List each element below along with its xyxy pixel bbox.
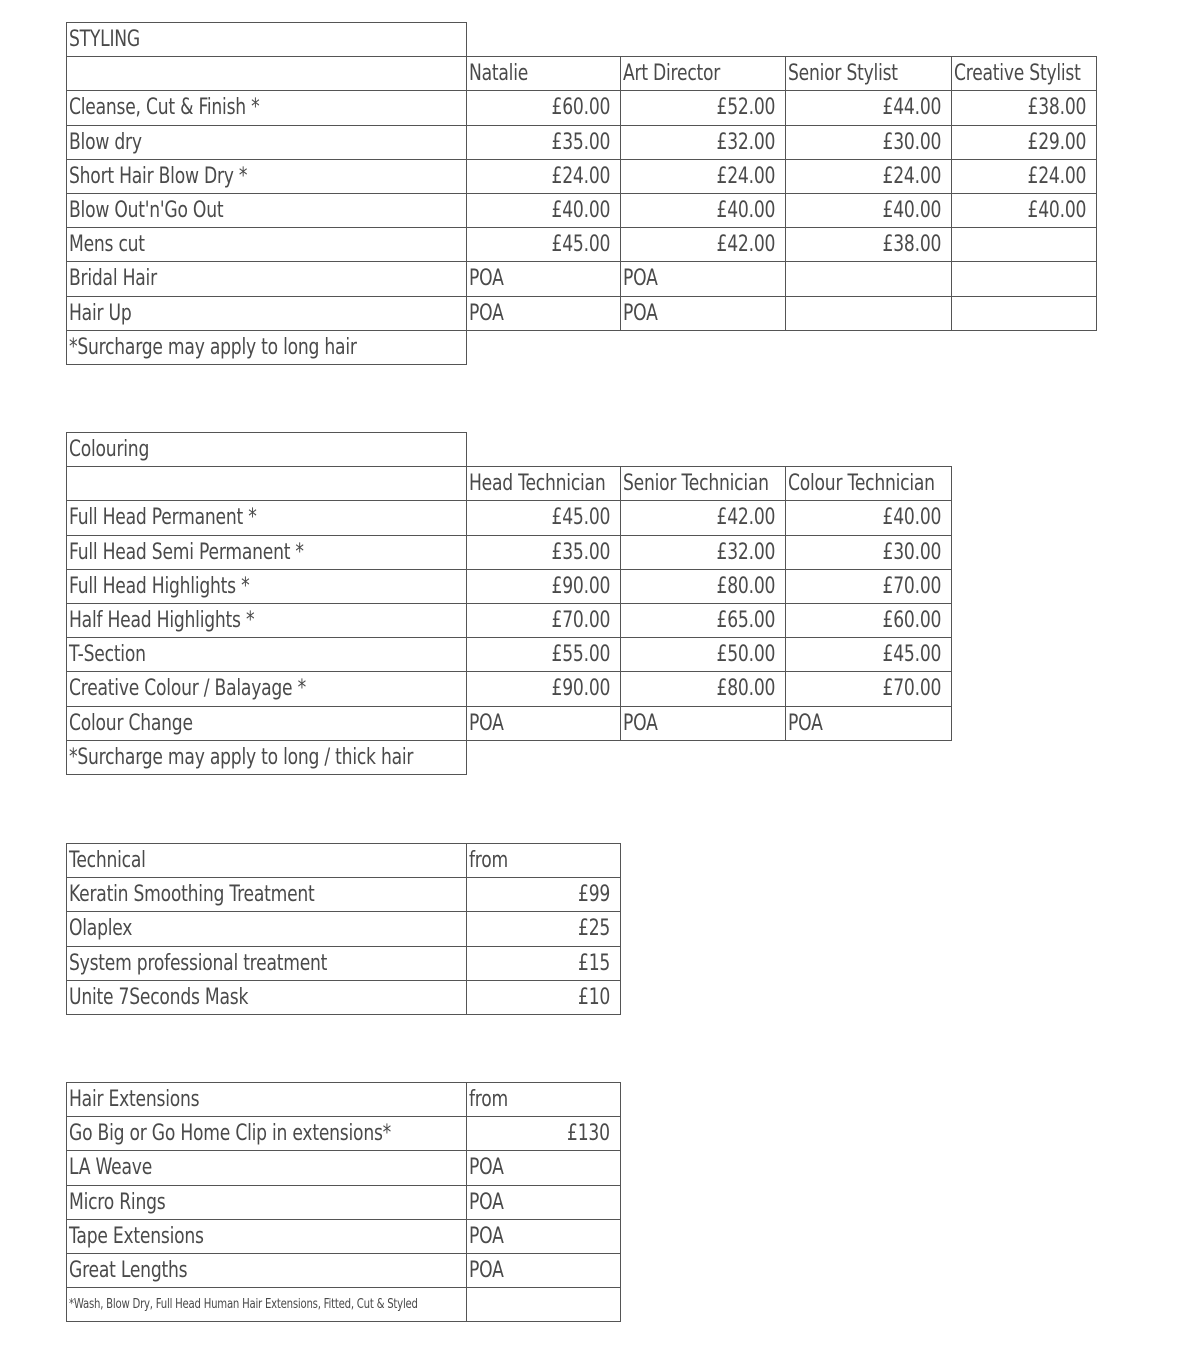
technical-title-text: Technical	[69, 848, 146, 873]
technical-price	[466, 946, 621, 981]
styling-price	[785, 296, 952, 331]
technical-row-label	[66, 877, 467, 912]
styling-header-0	[466, 56, 621, 91]
styling-title-text: STYLING	[69, 27, 140, 52]
extensions-header-text: from	[469, 1087, 508, 1112]
extensions-price-text: POA	[469, 1189, 504, 1215]
styling-row-label-text: Hair Up	[69, 300, 132, 326]
styling-price	[466, 159, 621, 194]
styling-price	[466, 261, 621, 296]
styling-price-text: £38.00	[882, 232, 941, 258]
styling-row-label-text: Bridal Hair	[69, 266, 157, 292]
colouring-price-text: £90.00	[551, 573, 610, 599]
extensions-header	[466, 1082, 621, 1117]
styling-header-2-text: Senior Stylist	[788, 61, 898, 87]
styling-price-text: £40.00	[882, 198, 941, 223]
extensions-price	[466, 1150, 621, 1185]
colouring-price	[785, 706, 952, 741]
styling-title	[66, 22, 467, 57]
colouring-row-label	[66, 535, 467, 570]
colouring-price	[466, 637, 621, 672]
technical-row-label	[66, 946, 467, 981]
colouring-price	[620, 637, 786, 672]
extensions-price-text: POA	[469, 1258, 504, 1283]
colouring-price	[466, 500, 621, 535]
styling-price	[620, 261, 786, 296]
colouring-price	[785, 569, 952, 604]
colouring-price-text: £45.00	[551, 505, 610, 531]
colouring-price-text: £70.00	[882, 573, 941, 599]
colouring-header-0-text: Head Technician	[469, 471, 606, 497]
styling-price	[620, 227, 786, 262]
styling-price-text: £40.00	[551, 198, 610, 223]
colouring-price	[620, 569, 786, 604]
styling-row-label	[66, 296, 467, 331]
styling-price	[466, 296, 621, 331]
styling-price	[951, 261, 1097, 296]
styling-footnote	[66, 330, 467, 365]
styling-row-label-text: Blow dry	[69, 129, 142, 155]
colouring-footnote	[66, 740, 467, 775]
colouring-row-label-text: Creative Colour / Balayage *	[69, 676, 306, 702]
colouring-row-label-text: Half Head Highlights *	[69, 608, 255, 633]
styling-footnote-text: *Surcharge may apply to long hair	[69, 334, 357, 360]
colouring-price	[785, 637, 952, 672]
styling-price	[951, 227, 1097, 262]
styling-price-text: £24.00	[551, 163, 610, 189]
colouring-price	[620, 671, 786, 706]
styling-row-label-text: Blow Out'n'Go Out	[69, 198, 224, 223]
extensions-title-text: Hair Extensions	[69, 1087, 200, 1112]
styling-price-text: POA	[623, 266, 658, 292]
styling-header-empty	[66, 56, 467, 91]
colouring-row-label-text: Colour Change	[69, 710, 193, 736]
colouring-header-1	[620, 466, 786, 501]
colouring-price-text: £80.00	[716, 676, 775, 702]
styling-price-text: POA	[623, 300, 658, 326]
styling-header-0-text: Natalie	[469, 61, 529, 87]
extensions-price	[466, 1185, 621, 1220]
colouring-price	[785, 671, 952, 706]
colouring-header-2-text: Colour Technician	[788, 471, 935, 497]
colouring-price-text: £40.00	[882, 505, 941, 531]
styling-price-text: £29.00	[1027, 129, 1086, 155]
styling-header-3-text: Creative Stylist	[954, 61, 1081, 87]
extensions-row-label	[66, 1219, 467, 1254]
colouring-row-label-text: Full Head Semi Permanent *	[69, 539, 304, 565]
extensions-footnote	[66, 1287, 467, 1322]
styling-price-text: £30.00	[882, 129, 941, 155]
extensions-row-label	[66, 1253, 467, 1288]
colouring-header-1-text: Senior Technician	[623, 471, 769, 497]
extensions-row-label	[66, 1185, 467, 1220]
extensions-row-label-text: Micro Rings	[69, 1189, 166, 1215]
technical-header	[466, 843, 621, 878]
technical-price-text: £99	[577, 882, 610, 908]
colouring-price-text: £45.00	[882, 642, 941, 668]
technical-row-label	[66, 911, 467, 946]
styling-row-label-text: Short Hair Blow Dry *	[69, 163, 248, 189]
technical-header-text: from	[469, 848, 508, 873]
styling-price	[466, 90, 621, 125]
technical-price-text: £25	[577, 916, 610, 942]
styling-price-text: £42.00	[716, 232, 775, 258]
extensions-price	[466, 1253, 621, 1288]
technical-row-label-text: Unite 7Seconds Mask	[69, 984, 249, 1010]
styling-price	[785, 227, 952, 262]
styling-row-label-text: Cleanse, Cut & Finish *	[69, 95, 260, 121]
colouring-price	[466, 569, 621, 604]
colouring-row-label-text: Full Head Permanent *	[69, 505, 257, 531]
styling-row-label	[66, 227, 467, 262]
colouring-price	[466, 535, 621, 570]
styling-row-label	[66, 90, 467, 125]
styling-price-text: £45.00	[551, 232, 610, 258]
styling-price-text: POA	[469, 300, 504, 326]
styling-header-3	[951, 56, 1097, 91]
styling-price-text: POA	[469, 266, 504, 292]
technical-row-label-text: Keratin Smoothing Treatment	[69, 882, 315, 908]
colouring-price	[785, 603, 952, 638]
styling-price	[620, 193, 786, 228]
colouring-price	[466, 671, 621, 706]
styling-price	[785, 90, 952, 125]
colouring-price	[620, 603, 786, 638]
styling-header-1	[620, 56, 786, 91]
colouring-price-text: POA	[469, 710, 504, 736]
colouring-price-text: £65.00	[716, 608, 775, 633]
colouring-price-text: £30.00	[882, 539, 941, 565]
extensions-price-text: POA	[469, 1223, 504, 1249]
styling-price-text: £35.00	[551, 129, 610, 155]
styling-price	[466, 227, 621, 262]
extensions-footnote-text: *Wash, Blow Dry, Full Head Human Hair Extensions, Fitted, Cut & Styled	[69, 1297, 418, 1313]
colouring-price	[620, 500, 786, 535]
styling-price	[620, 90, 786, 125]
colouring-price-text: £50.00	[716, 642, 775, 668]
styling-price	[951, 90, 1097, 125]
colouring-price-text: £35.00	[551, 539, 610, 565]
styling-price-text: £24.00	[1027, 163, 1086, 189]
colouring-price	[466, 603, 621, 638]
styling-price	[951, 193, 1097, 228]
colouring-price	[466, 706, 621, 741]
styling-price	[466, 125, 621, 160]
styling-price-text: £24.00	[882, 163, 941, 189]
extensions-price-text: £130	[567, 1121, 610, 1147]
extensions-row-label-text: Go Big or Go Home Clip in extensions*	[69, 1121, 392, 1147]
colouring-price-text: POA	[623, 710, 658, 736]
colouring-row-label	[66, 671, 467, 706]
styling-row-label	[66, 261, 467, 296]
styling-header-1-text: Art Director	[623, 61, 721, 87]
colouring-row-label-text: Full Head Highlights *	[69, 573, 250, 599]
colouring-row-label	[66, 706, 467, 741]
styling-price	[620, 125, 786, 160]
styling-row-label	[66, 159, 467, 194]
styling-row-label	[66, 193, 467, 228]
extensions-title	[66, 1082, 467, 1117]
colouring-header-empty	[66, 466, 467, 501]
colouring-price-text: £70.00	[551, 608, 610, 633]
styling-price	[466, 193, 621, 228]
extensions-price-text: POA	[469, 1155, 504, 1181]
styling-price-text: £60.00	[551, 95, 610, 121]
extensions-price	[466, 1116, 621, 1151]
colouring-row-label	[66, 603, 467, 638]
colouring-price-text: £90.00	[551, 676, 610, 702]
colouring-price-text: £80.00	[716, 573, 775, 599]
technical-price	[466, 877, 621, 912]
colouring-price-text: £55.00	[551, 642, 610, 668]
colouring-price-text: £60.00	[882, 608, 941, 633]
colouring-price	[785, 535, 952, 570]
styling-header-2	[785, 56, 952, 91]
extensions-row-label-text: Great Lengths	[69, 1258, 188, 1283]
colouring-header-0	[466, 466, 621, 501]
styling-price-text: £40.00	[716, 198, 775, 223]
styling-price-text: £52.00	[716, 95, 775, 121]
technical-row-label	[66, 980, 467, 1015]
technical-price	[466, 911, 621, 946]
extensions-price	[466, 1219, 621, 1254]
styling-price	[951, 125, 1097, 160]
styling-price	[785, 159, 952, 194]
colouring-price	[620, 706, 786, 741]
colouring-title-text: Colouring	[69, 437, 150, 462]
colouring-header-2	[785, 466, 952, 501]
styling-price	[951, 159, 1097, 194]
technical-price-text: £15	[577, 950, 610, 976]
styling-price	[620, 159, 786, 194]
extensions-row-label	[66, 1150, 467, 1185]
technical-price-text: £10	[577, 984, 610, 1010]
styling-price-text: £38.00	[1027, 95, 1086, 121]
colouring-row-label-text: T-Section	[69, 642, 146, 668]
styling-price-text: £40.00	[1027, 198, 1086, 223]
styling-price	[620, 296, 786, 331]
technical-price	[466, 980, 621, 1015]
extensions-row-label-text: Tape Extensions	[69, 1223, 204, 1249]
colouring-title	[66, 432, 467, 467]
colouring-row-label	[66, 500, 467, 535]
styling-price	[785, 125, 952, 160]
technical-row-label-text: Olaplex	[69, 916, 133, 942]
extensions-row-label-text: LA Weave	[69, 1155, 153, 1181]
colouring-footnote-text: *Surcharge may apply to long / thick hair	[69, 744, 414, 770]
colouring-price-text: POA	[788, 710, 823, 736]
colouring-price-text: £42.00	[716, 505, 775, 531]
styling-price-text: £32.00	[716, 129, 775, 155]
extensions-row-label	[66, 1116, 467, 1151]
colouring-price	[620, 535, 786, 570]
styling-price	[785, 193, 952, 228]
colouring-row-label	[66, 569, 467, 604]
styling-price	[951, 296, 1097, 331]
technical-title	[66, 843, 467, 878]
technical-row-label-text: System professional treatment	[69, 950, 328, 976]
styling-price-text: £24.00	[716, 163, 775, 189]
colouring-row-label	[66, 637, 467, 672]
colouring-price-text: £70.00	[882, 676, 941, 702]
colouring-price-text: £32.00	[716, 539, 775, 565]
styling-row-label-text: Mens cut	[69, 232, 145, 258]
colouring-price	[785, 500, 952, 535]
styling-row-label	[66, 125, 467, 160]
styling-price-text: £44.00	[882, 95, 941, 121]
extensions-footnote-empty	[466, 1287, 621, 1322]
styling-price	[785, 261, 952, 296]
